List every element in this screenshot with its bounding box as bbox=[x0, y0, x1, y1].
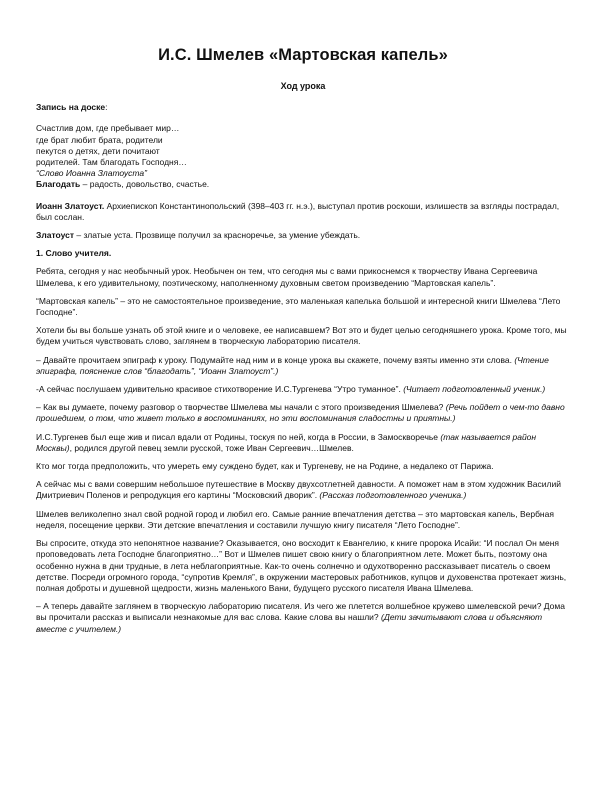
board-heading bbox=[36, 102, 570, 113]
paragraph-12-text: – А теперь давайте заглянем в творческую лабораторию писателя. Из чего же плетется волшебное кружево шмелевской речи? Дома вы прочитали рассказ и выписали незнакомые для вас слова. Какие слова вы нашли? bbox=[36, 601, 565, 623]
epigraph-source-text: “Слово Иоанна Златоуста” bbox=[36, 168, 147, 179]
epigraph-line-3: пекутся о детях, дети почитают bbox=[36, 145, 160, 156]
paragraph-9 bbox=[36, 479, 570, 501]
zlatoust-paragraph bbox=[36, 230, 570, 241]
section-heading-text: 1. Слово учителя. bbox=[36, 248, 112, 259]
ioann-paragraph bbox=[36, 201, 570, 223]
paragraph-4-note: (Чтение эпиграфа, пояснение слов “благодать”, “Иоанн Златоуст”.) bbox=[36, 354, 549, 376]
paragraph-6 bbox=[36, 402, 570, 424]
paragraph-6-text: – Как вы думаете, почему разговор о творчестве Шмелева мы начали с этого произведения Шмелева? bbox=[36, 402, 446, 413]
paragraph-5 bbox=[36, 384, 570, 395]
paragraph-3: Хотели бы вы больше узнать об этой книге и о человеке, ее написавшем? Вот это и будет целью сегодняшнего урока. Кроме того, мы будем учиться чувствовать слово, заглянем в творческую лабораторию писателя. bbox=[36, 325, 567, 347]
blagodat-term: Благодать bbox=[36, 179, 81, 190]
paragraph-7-note: (так называется район Москвы) bbox=[36, 431, 537, 453]
section-heading bbox=[36, 248, 570, 259]
epigraph-source bbox=[36, 168, 570, 179]
paragraph-4-text: – Давайте прочитаем эпиграф к уроку. Подумайте над ним и в конце урока вы скажете, почему взяты именно эти слова. bbox=[36, 354, 515, 365]
epigraph-line-1: Счастлив дом, где пребывает мир… bbox=[36, 123, 180, 134]
paragraph-9-note: (Рассказ подготовленного ученика.) bbox=[319, 490, 467, 501]
board-heading-colon: : bbox=[105, 102, 108, 113]
paragraph-7 bbox=[36, 432, 570, 454]
paragraph-4 bbox=[36, 355, 570, 377]
paragraph-2: “Мартовская капель” – это не самостоятельное произведение, это маленькая капелька большой и интересной книги Шмелева “Лето Господне”. bbox=[36, 295, 561, 318]
paragraph-6-note: (Речь пойдет о чем-то давно прошедшем, о том, что живет только в воспоминаниях, но эти воспоминания сладостны и приятны.) bbox=[36, 402, 565, 424]
paragraph-10: Шмелев великолепно знал свой родной город и любил его. Самые ранние впечатления детства – это мартовская капель, Вербная неделя, посещение церкви. Эти детские впечатления и составили лучшую книгу писателя “Лето Господне”. bbox=[36, 508, 554, 530]
paragraph-11: Вы спросите, откуда это непонятное название? Оказывается, оно восходит к Евангелию, к книге пророка Исайи: “И послал Он меня проповедовать лета Господне благоприятно…” Вот и Шмелев пишет свою книгу о благоприятном лете. Может быть, поэтому она особенно нужна в дни трудные, в лета неблагоприятные. Как-то очень солнечно и одухотворенно рассказывает писатель о своем детстве. Посреди огромного города, “супротив Кремля”, в окружении мастеровых работников, купцов и духовенства протекает жизнь, полная доброты и душевной щедрости, жизнь маленького Вани, будущего русского писателя Ивана Шмелева. bbox=[36, 538, 567, 593]
paragraph-12 bbox=[36, 601, 570, 635]
blagodat-text: – радость, довольство, счастье. bbox=[80, 179, 210, 190]
ioann-text: Архиепископ Константинопольский (398–403 гг. н.э.), выступал против роскоши, излишеств за взгляды пострадал, был сослан. bbox=[36, 200, 560, 222]
paragraph-5-text: -А сейчас послушаем удивительно красивое стихотворение И.С.Тургенева “Утро туманное”. bbox=[36, 384, 404, 395]
board-heading-label: Запись на доске bbox=[36, 102, 106, 113]
lesson-subtitle: Ход урока bbox=[280, 81, 326, 91]
zlatoust-term: Златоуст bbox=[36, 230, 74, 241]
blagodat-definition bbox=[36, 179, 570, 190]
epigraph-line-4: родителей. Там благодать Господня… bbox=[36, 157, 187, 168]
document-title: И.С. Шмелев «Мартовская капель» bbox=[158, 46, 448, 64]
paragraph-12-note: (Дети зачитывают слова и объясняют вместе с учителем.) bbox=[36, 612, 543, 634]
epigraph-line-2: где брат любит брата, родители bbox=[36, 134, 163, 145]
paragraph-9-text: А сейчас мы с вами совершим небольшое путешествие в Москву двухсотлетней давности. А поможет нам в этом художник Василий Дмитриевич Поленов и репродукция его картины “Московский дворик”. bbox=[36, 479, 561, 501]
ioann-name: Иоанн Златоуст. bbox=[36, 200, 105, 211]
zlatoust-text: – златые уста. Прозвище получил за красноречье, за умение убеждать. bbox=[74, 230, 361, 241]
paragraph-8: Кто мог тогда предположить, что умереть ему суждено будет, как и Тургеневу, не на Родине, а недалеко от Парижа. bbox=[36, 461, 494, 472]
paragraph-7-text-b: , родился другой певец земли русской, тоже Иван Сергеевич…Шмелев. bbox=[69, 442, 354, 453]
paragraph-5-note: (Читает подготовленный ученик.) bbox=[403, 384, 546, 395]
paragraph-1: Ребята, сегодня у нас необычный урок. Необычен он тем, что сегодня мы с вами прикоснемся к творчеству Ивана Сергеевича Шмелева, к его удивительному, поэтическому, наполненному духовным светом произведению “Мартовская капель”. bbox=[36, 266, 538, 288]
paragraph-7-text-a: И.С.Тургенев был еще жив и писал вдали от Родины, тоскуя по ней, когда в России, в Замоскворечье bbox=[36, 431, 441, 442]
